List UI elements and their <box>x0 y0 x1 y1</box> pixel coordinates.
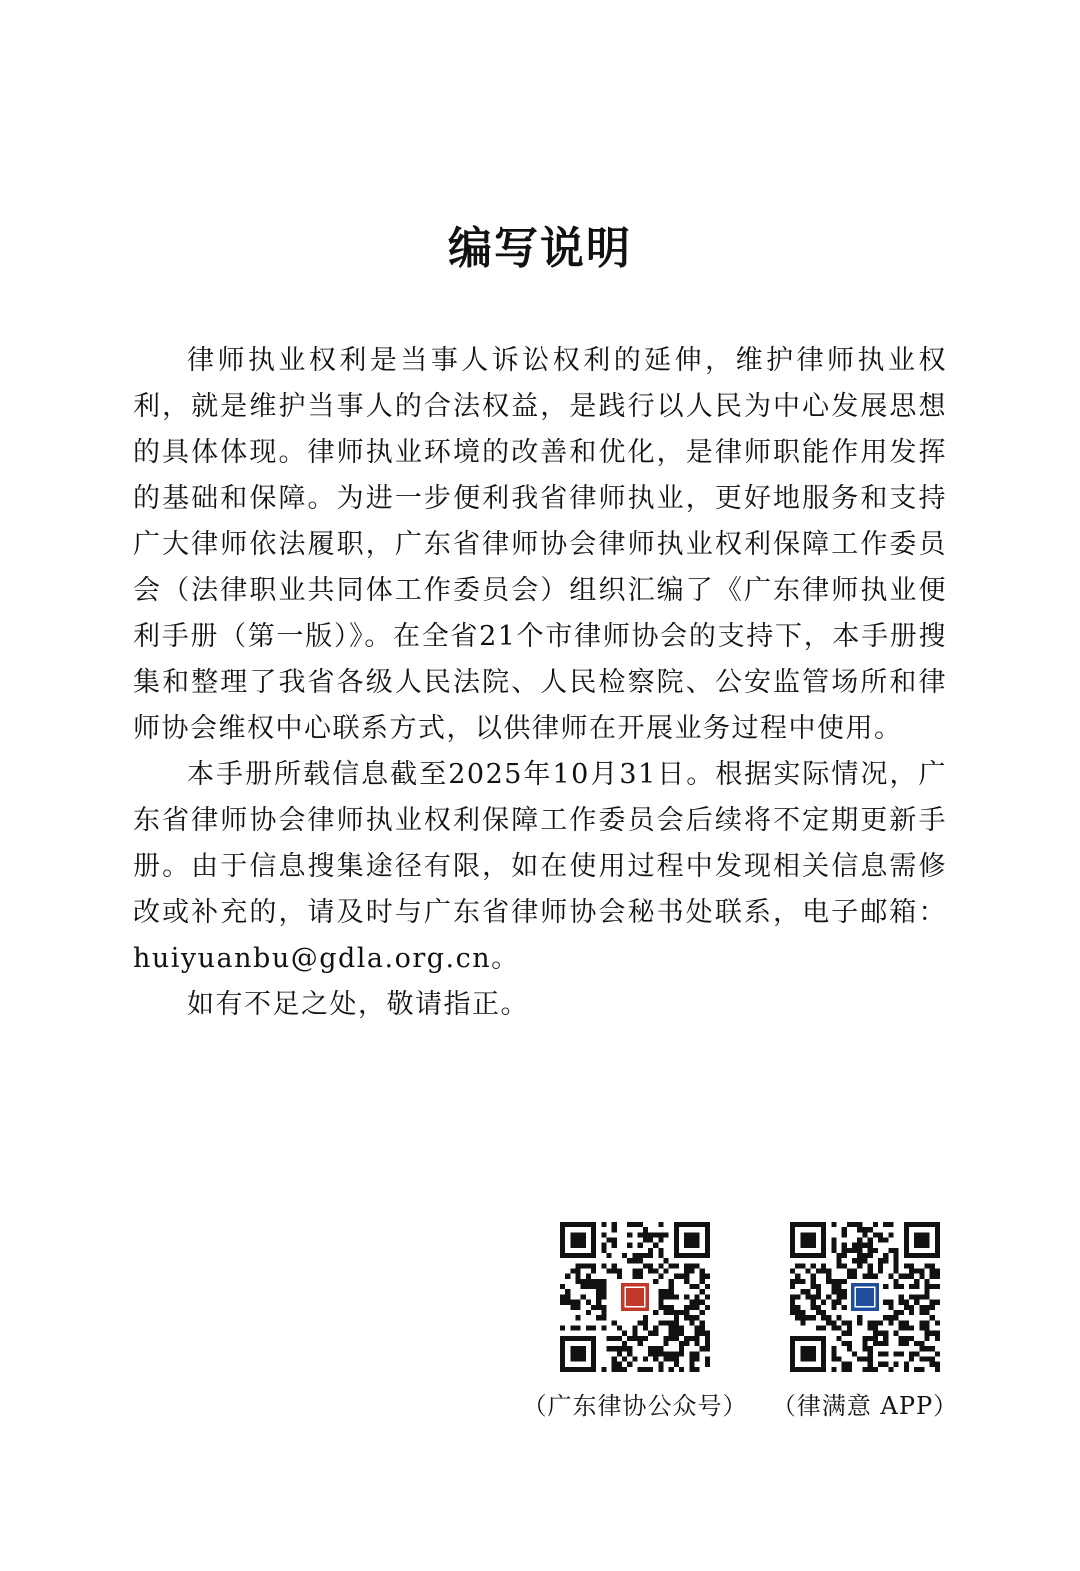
page-title: 编写说明 <box>448 223 632 274</box>
paragraph-intro: 律师执业权利是当事人诉讼权利的延伸，维护律师执业权利，就是维护当事人的合法权益，是践行以人民为中心发展思想的具体体现。律师执业环境的改善和优化，是律师职能作用发挥的基础和保障。为进一步便利我省律师执业，更好地服务和支持广大律师依法履职，广东省律师协会律师执业权利保障工作委员会（法律职业共同体工作委员会）组织汇编了《广东律师执业便利手册（第一版）》。在全省21个市律师协会的支持下，本手册搜集和整理了我省各级人民法院、人民检察院、公安监管场所和律师协会维权中心联系方式，以供律师在开展业务过程中使用。 <box>133 345 947 744</box>
qr-block-app <box>750 1222 980 1421</box>
qr-caption-app: （律满意 APP） <box>771 1392 959 1420</box>
paragraph-closing: 如有不足之处，敬请指正。 <box>187 989 529 1020</box>
qr-caption-wechat: （广东律协公众号） <box>522 1392 748 1420</box>
app-logo-icon <box>849 1281 880 1312</box>
guangdong-lawyers-seal-icon <box>619 1281 650 1312</box>
paragraph-update-info: 本手册所载信息截至2025年10月31日。根据实际情况，广东省律师协会律师执业权利保障工作委员会后续将不定期更新手册。由于信息搜集途径有限，如在使用过程中发现相关信息需修改或补充的，请及时与广东省律师协会秘书处联系，电子邮箱：huiyuanbu@gdla.org.cn。 <box>133 759 947 974</box>
qr-block-wechat <box>520 1222 750 1421</box>
qr-code-icon <box>790 1222 940 1372</box>
document-body <box>133 338 947 1028</box>
qr-code-icon <box>560 1222 710 1372</box>
